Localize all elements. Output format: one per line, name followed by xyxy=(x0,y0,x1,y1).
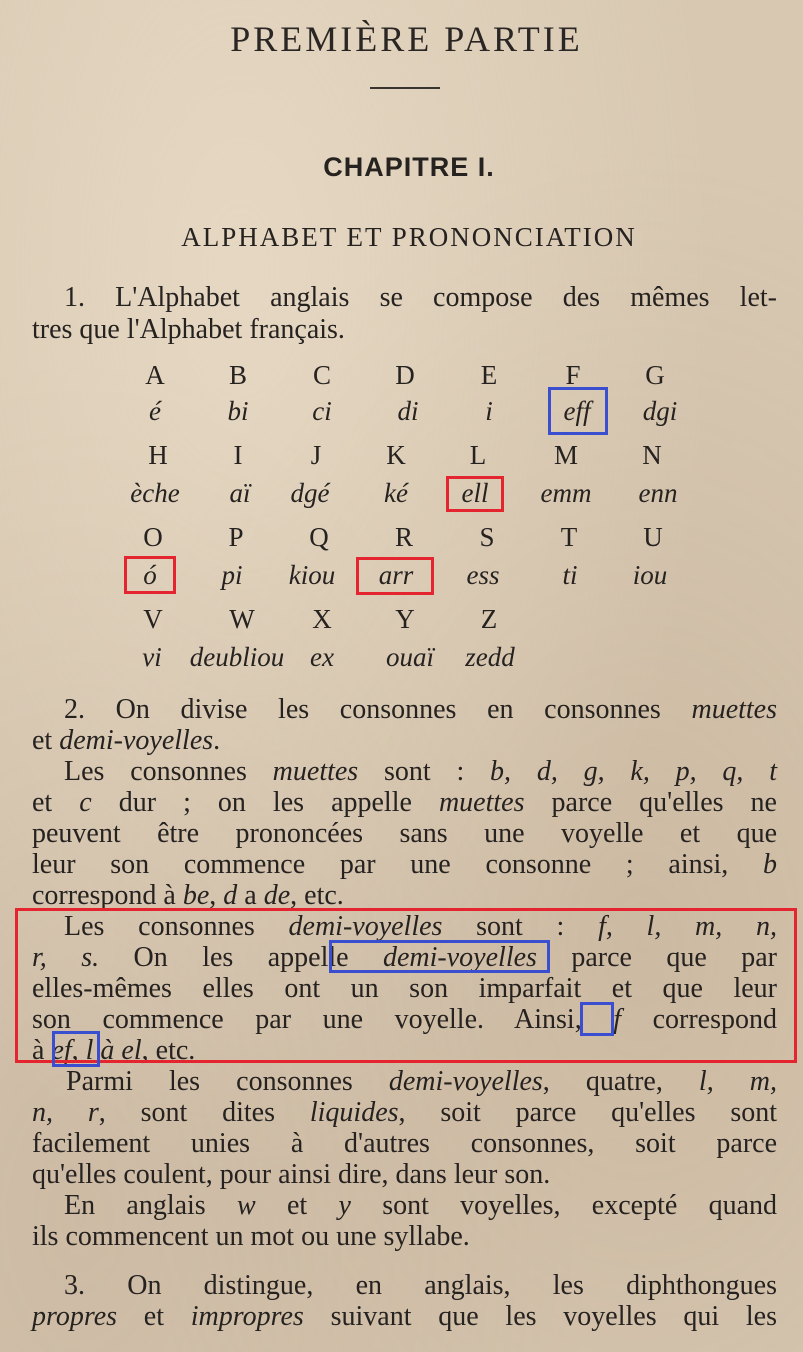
letter-i: I xyxy=(233,440,243,470)
letter-f: F xyxy=(565,360,581,390)
para1-line1: 1. L'Alphabet anglais se compose des mêmes let- xyxy=(64,282,777,313)
title-rule xyxy=(370,87,440,89)
letter-d: D xyxy=(395,360,415,390)
para1-line2: tres que l'Alphabet français. xyxy=(32,314,345,345)
para3-line4: son commence par une voyelle. Ainsi, f correspond xyxy=(32,1004,778,1035)
pron-t: ti xyxy=(562,560,578,590)
letter-n: N xyxy=(642,440,662,470)
pron-w: deubliou xyxy=(189,642,285,672)
para2-line2: et demi-voyelles. xyxy=(32,725,221,756)
letter-s: S xyxy=(479,522,495,552)
highlight-box-demi-voyelles-paragraph xyxy=(15,908,797,1063)
section-title: ALPHABET ET PRONONCIATION xyxy=(181,222,637,252)
pron-i: aï xyxy=(229,478,251,508)
pron-l: ell xyxy=(461,478,489,508)
letter-w: W xyxy=(229,604,255,634)
pron-q: kiou xyxy=(288,560,336,590)
pron-a: é xyxy=(149,396,161,426)
pron-d: di xyxy=(397,396,419,426)
pron-s: ess xyxy=(466,560,500,590)
para4-line3: facilement unies à d'autres consonnes, soit parce xyxy=(32,1128,777,1159)
letter-m: M xyxy=(553,440,578,470)
para3-line5: à ef, l à el, etc. xyxy=(32,1035,196,1066)
pron-v: vi xyxy=(142,642,162,672)
para4-line2: n, r, sont dites liquides, soit parce qu'elles sont xyxy=(32,1097,778,1128)
letter-x: X xyxy=(312,604,332,634)
pron-k: ké xyxy=(384,478,408,508)
pron-h: èche xyxy=(130,478,180,508)
pron-g: dgi xyxy=(642,396,678,426)
pron-r: arr xyxy=(378,560,414,590)
highlight-box-demi-voyelles-term xyxy=(329,940,550,973)
letter-b: B xyxy=(228,360,247,390)
letter-o: O xyxy=(143,522,163,552)
letter-y: Y xyxy=(395,604,415,634)
para2-line7: correspond à be, d a de, etc. xyxy=(32,880,344,911)
para2-line1: 2. On divise les consonnes en consonnes muettes xyxy=(64,694,777,725)
para4-line4: qu'elles coulent, pour ainsi dire, dans leur son. xyxy=(32,1159,551,1190)
pron-y: ouaï xyxy=(385,642,434,672)
letter-h: H xyxy=(148,440,168,470)
letter-c: C xyxy=(312,360,331,390)
para2-line3: Les consonnes muettes sont : b, d, g, k, p, q, t xyxy=(64,756,778,787)
highlight-box-f xyxy=(580,1002,614,1036)
para5-line2: ils commencent un mot ou une syllabe. xyxy=(32,1221,470,1252)
pron-e: i xyxy=(485,396,493,426)
highlight-box-o xyxy=(124,556,176,594)
pron-x: ex xyxy=(310,642,334,672)
letter-u: U xyxy=(643,522,663,552)
para6-line2: propres et impropres suivant que les voyelles qui les xyxy=(32,1301,777,1332)
pron-n: enn xyxy=(638,478,678,508)
highlight-box-ef xyxy=(52,1031,100,1067)
letter-a: A xyxy=(145,360,165,390)
letter-p: P xyxy=(228,522,244,552)
letter-t: T xyxy=(560,522,578,552)
para5-line1: En anglais w et y sont voyelles, excepté quand xyxy=(64,1190,777,1221)
para2-line4: et c dur ; on les appelle muettes parce qu'elles ne xyxy=(32,787,777,818)
para3-line1: Les consonnes demi-voyelles sont : f, l, m, n, xyxy=(64,911,777,942)
chapter-title: CHAPITRE I. xyxy=(323,152,495,182)
letter-l: L xyxy=(469,440,487,470)
pron-o: ó xyxy=(143,560,157,590)
highlight-box-ell xyxy=(446,476,504,512)
part-title: PREMIÈRE PARTIE xyxy=(230,19,583,59)
letter-r: R xyxy=(394,522,413,552)
letter-e: E xyxy=(480,360,498,390)
pron-z: zedd xyxy=(465,642,515,672)
pron-b: bi xyxy=(227,396,249,426)
pron-m: emm xyxy=(540,478,592,508)
pron-c: ci xyxy=(312,396,332,426)
pron-p: pi xyxy=(221,560,243,590)
para2-line5: peuvent être prononcées sans une voyelle et que xyxy=(32,818,777,849)
pron-j: dgé xyxy=(290,478,330,508)
pron-f: eff xyxy=(563,396,591,426)
letter-j: J xyxy=(310,440,322,470)
letter-z: Z xyxy=(480,604,498,634)
para4-line1: Parmi les consonnes demi-voyelles, quatre, l, m, xyxy=(66,1066,777,1097)
para3-line2: r, s. On les appelle demi-voyelles parce que par xyxy=(32,942,777,973)
highlight-box-arr xyxy=(356,557,434,595)
para3-line3: elles-mêmes elles ont un son imparfait et que leur xyxy=(32,973,777,1004)
letter-q: Q xyxy=(309,522,329,552)
pron-u: iou xyxy=(632,560,668,590)
letter-k: K xyxy=(386,440,406,470)
letter-g: G xyxy=(645,360,665,390)
para6-line1: 3. On distingue, en anglais, les diphthongues xyxy=(64,1270,777,1301)
letter-v: V xyxy=(143,604,163,634)
highlight-box-eff xyxy=(548,387,608,435)
para2-line6: leur son commence par une consonne ; ainsi, b xyxy=(32,849,777,880)
